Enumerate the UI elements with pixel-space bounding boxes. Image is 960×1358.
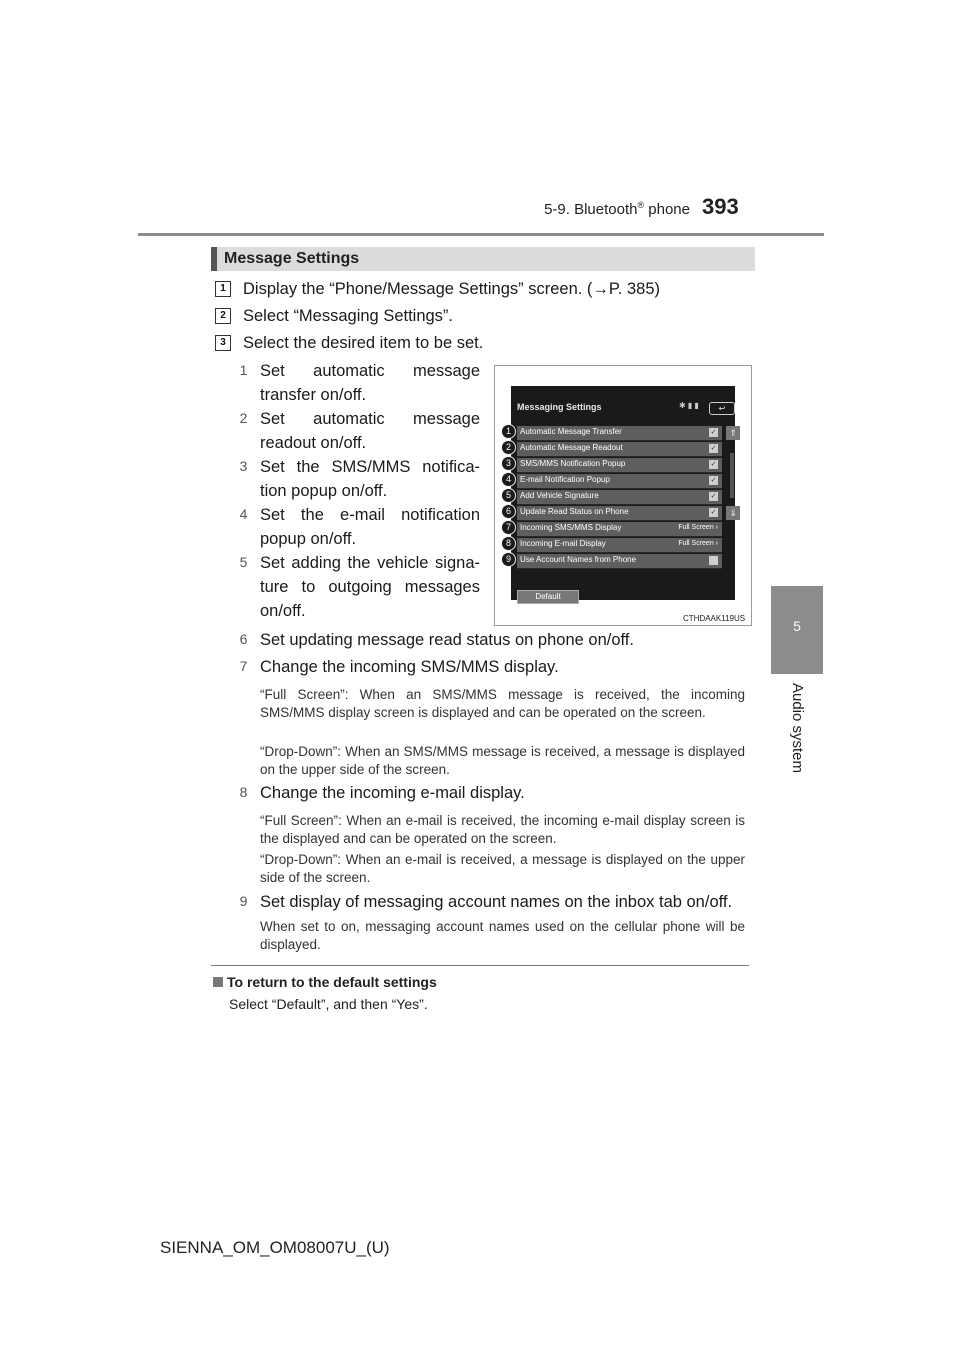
item-text-7: Change the incoming SMS/MMS display.	[260, 658, 559, 676]
step-text-2: Select “Messaging Settings”.	[243, 307, 454, 325]
scrollbar[interactable]	[730, 453, 734, 498]
item-number-3: 3	[239, 458, 248, 474]
subsection-divider	[211, 965, 749, 966]
section-title: Message Settings	[224, 250, 360, 267]
item-8-note-2: “Drop-Down”: When an e-mail is received, a message is displayed on the upper side of the screen.	[260, 852, 745, 885]
chapter-label: Audio system	[789, 682, 806, 774]
step-text-1: Display the “Phone/Message Settings” screen. (→P. 385)	[243, 280, 660, 298]
menu-row-automatic-message-readout[interactable]: Automatic Message Readout ✓	[517, 442, 722, 457]
item-text-5: Set adding the vehicle signa- ture to outgoing messages on/off.	[260, 554, 480, 620]
step-number-3: 3	[215, 335, 231, 351]
callout-4: 4	[501, 472, 516, 487]
default-button[interactable]: Default	[517, 590, 579, 604]
menu-row-use-account-names[interactable]: Use Account Names from Phone	[517, 554, 722, 569]
item-number-1: 1	[239, 362, 248, 378]
menu-row-automatic-message-transfer[interactable]: Automatic Message Transfer ✓	[517, 426, 722, 441]
scroll-down-icon[interactable]: ⇓	[726, 506, 740, 520]
item-7-note-2: “Drop-Down”: When an SMS/MMS message is received, a message is displayed on the upper side of the screen.	[260, 744, 745, 777]
checkbox-icon[interactable]: ✓	[710, 429, 717, 436]
item-number-6: 6	[239, 631, 248, 647]
item-8-note-1: “Full Screen”: When an e-mail is received, the incoming e-mail display screen is the displayed and can be operated on the screen.	[260, 813, 745, 846]
callout-3: 3	[501, 456, 516, 471]
checkbox-icon[interactable]: ✓	[710, 493, 717, 500]
item-text-1: Set automatic message transfer on/off.	[260, 362, 480, 404]
status-icons: ✱ ▮ ▮	[679, 401, 699, 410]
callout-7: 7	[501, 520, 516, 535]
page-number: 393	[702, 194, 739, 219]
step-number-2: 2	[215, 308, 231, 324]
menu-row-incoming-sms-mms-display[interactable]: Incoming SMS/MMS Display Full Screen ›	[517, 522, 722, 537]
item-text-6: Set updating message read status on phone on/off.	[260, 631, 634, 649]
item-number-2: 2	[239, 410, 248, 426]
step-text-3: Select the desired item to be set.	[243, 334, 484, 352]
item-number-7: 7	[239, 658, 248, 674]
back-icon[interactable]: ↩	[709, 402, 735, 415]
messaging-settings-screen	[511, 386, 735, 600]
chapter-tab: 5	[771, 586, 823, 674]
menu-row-incoming-email-display[interactable]: Incoming E-mail Display Full Screen ›	[517, 538, 722, 553]
document-code: SIENNA_OM_OM08007U_(U)	[160, 1238, 390, 1257]
square-bullet-icon	[213, 977, 223, 987]
menu-row-add-vehicle-signature[interactable]: Add Vehicle Signature ✓	[517, 490, 722, 505]
item-7-note-1: “Full Screen”: When an SMS/MMS message is received, the incoming SMS/MMS display screen is displayed and can be operated on the screen.	[260, 687, 745, 720]
item-text-8: Change the incoming e-mail display.	[260, 784, 525, 802]
scroll-up-icon[interactable]: ⇑	[726, 426, 740, 440]
item-number-8: 8	[239, 784, 248, 800]
checkbox-icon[interactable]: ✓	[710, 461, 717, 468]
screen-illustration	[494, 365, 752, 626]
checkbox-icon[interactable]: ✓	[710, 445, 717, 452]
item-number-9: 9	[239, 893, 248, 909]
figure-code: CTHDAAK119US	[683, 614, 746, 623]
callout-2: 2	[501, 440, 516, 455]
callout-9: 9	[501, 552, 516, 567]
item-number-4: 4	[239, 506, 248, 522]
header-divider	[138, 233, 824, 236]
item-text-2: Set automatic message readout on/off.	[260, 410, 480, 452]
step-number-1: 1	[215, 281, 231, 297]
menu-row-email-notification-popup[interactable]: E-mail Notification Popup ✓	[517, 474, 722, 489]
checkbox-icon[interactable]: ✓	[710, 477, 717, 484]
section-heading: 5-9. Bluetooth® phone	[544, 200, 690, 218]
subsection-text: Select “Default”, and then “Yes”.	[229, 996, 428, 1012]
item-text-4: Set the e-mail notification popup on/off.	[260, 506, 480, 548]
checkbox-icon[interactable]: ✓	[710, 509, 717, 516]
item-number-5: 5	[239, 554, 248, 570]
checkbox-icon[interactable]	[709, 556, 718, 565]
menu-row-sms-mms-notification-popup[interactable]: SMS/MMS Notification Popup ✓	[517, 458, 722, 473]
callout-5: 5	[501, 488, 516, 503]
item-9-note-1: When set to on, messaging account names used on the cellular phone will be displayed.	[260, 919, 745, 952]
menu-row-update-read-status[interactable]: Update Read Status on Phone ✓	[517, 506, 722, 521]
subsection-title: To return to the default settings	[213, 974, 437, 990]
item-text-3: Set the SMS/MMS notifica- tion popup on/off.	[260, 458, 480, 500]
callout-1: 1	[501, 424, 516, 439]
callout-6: 6	[501, 504, 516, 519]
item-text-9: Set display of messaging account names on the inbox tab on/off.	[260, 893, 733, 911]
screen-title: Messaging Settings	[517, 402, 602, 412]
callout-8: 8	[501, 536, 516, 551]
